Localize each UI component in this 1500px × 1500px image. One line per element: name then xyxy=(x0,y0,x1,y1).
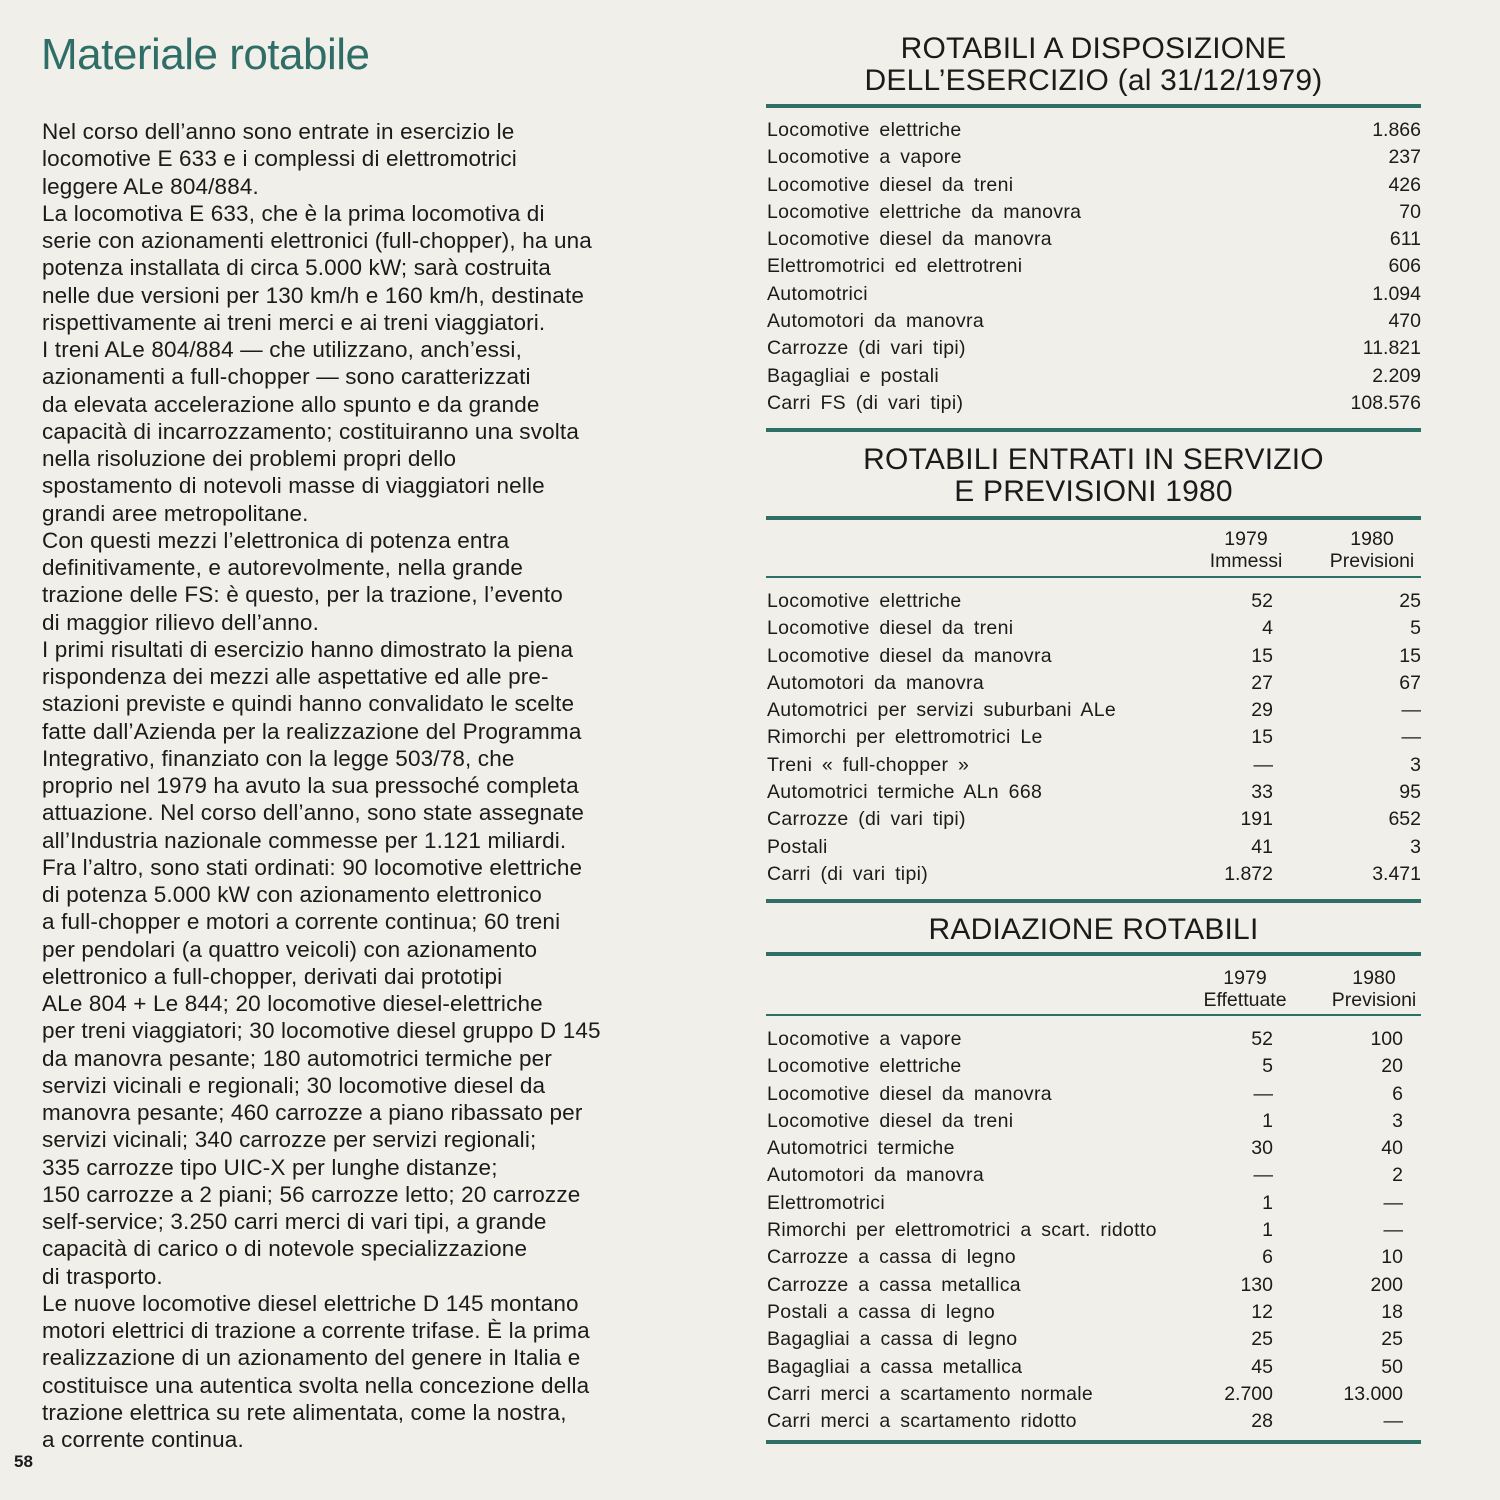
row-value-1979: 52 xyxy=(1251,1028,1273,1050)
row-value-1980: 2 xyxy=(1392,1164,1403,1187)
row-value-1979: 45 xyxy=(1251,1355,1273,1378)
table2-col2-header xyxy=(1320,528,1424,572)
row-value-1980: 18 xyxy=(1381,1300,1403,1323)
row-value-1980: — xyxy=(1383,1219,1403,1242)
row-value-1979: 1.872 xyxy=(1224,862,1273,885)
table-row xyxy=(767,697,1423,724)
table-row xyxy=(767,1272,1423,1299)
row-label: Carrozze (di vari tipi) xyxy=(767,337,966,360)
body-line: di potenza 5.000 kW con azionamento elettronico xyxy=(42,882,542,907)
page-title: Materiale rotabile xyxy=(41,30,370,79)
row-label: Carrozze a cassa di legno xyxy=(767,1246,1016,1269)
table-row xyxy=(767,1244,1423,1271)
body-line: a corrente continua. xyxy=(42,1427,244,1452)
body-line: servizi vicinali; 340 carrozze per servizi regionali; xyxy=(42,1127,537,1153)
row-label: Automotrici per servizi suburbani ALe xyxy=(767,699,1117,722)
body-line: self-service; 3.250 carri merci di vari tipi, a grande xyxy=(42,1209,547,1234)
row-value-1979: 12 xyxy=(1251,1300,1273,1323)
body-line: trazione delle FS: è questo, per la trazione, l’evento xyxy=(42,582,563,608)
row-value-1979: — xyxy=(1253,1164,1273,1187)
row-label: Locomotive diesel da manovra xyxy=(767,1082,1052,1105)
body-line: elettronico a full-chopper, derivati dai prototipi xyxy=(42,963,503,989)
row-value: 470 xyxy=(1388,310,1421,333)
row-value-1980: 50 xyxy=(1381,1355,1403,1378)
row-value-1979: 4 xyxy=(1262,617,1273,640)
body-line: 150 carrozze a 2 piani; 56 carrozze letto; 20 carrozze xyxy=(42,1181,581,1207)
row-label: Carri (di vari tipi) xyxy=(767,862,929,885)
row-label: Carri merci a scartamento ridotto xyxy=(767,1410,1077,1433)
body-line: potenza installata di circa 5.000 kW; sarà costruita xyxy=(42,255,551,281)
row-label: Bagagliai a cassa di legno xyxy=(767,1328,1018,1351)
row-value: 11.821 xyxy=(1362,337,1421,360)
row-value-1980: 6 xyxy=(1392,1082,1403,1105)
row-value-1980: 100 xyxy=(1370,1028,1403,1050)
row-value-1980: 3 xyxy=(1392,1109,1403,1132)
table-row xyxy=(767,253,1423,280)
row-value-1979: 6 xyxy=(1262,1246,1273,1269)
body-line: stazioni previste e quindi hanno convalidato le scelte xyxy=(42,691,575,717)
row-label: Treni « full-chopper » xyxy=(767,753,970,776)
table-row xyxy=(767,308,1423,335)
row-label: Automotori da manovra xyxy=(767,310,984,333)
row-value-1979: 1 xyxy=(1262,1219,1273,1242)
table-row xyxy=(767,1108,1423,1135)
row-value-1979: 28 xyxy=(1251,1410,1273,1433)
table3-col1-header xyxy=(1190,967,1300,1011)
table3-bottom-rule xyxy=(766,1440,1421,1444)
table-row xyxy=(767,1081,1423,1108)
body-line: azionamenti a full-chopper — sono caratterizzati xyxy=(42,364,531,390)
row-label: Carri FS (di vari tipi) xyxy=(767,391,964,414)
row-value-1979: 5 xyxy=(1262,1055,1273,1078)
table-row xyxy=(767,1299,1423,1326)
row-value-1979: 25 xyxy=(1251,1328,1273,1351)
row-value-1980: 3.471 xyxy=(1372,862,1421,885)
table-row xyxy=(767,199,1423,226)
table-row xyxy=(767,834,1423,861)
row-label: Postali a cassa di legno xyxy=(767,1300,996,1323)
row-value-1980: 95 xyxy=(1399,781,1421,804)
body-line: trazione elettrica su rete alimentata, come la nostra, xyxy=(42,1399,567,1425)
row-value-1979: 52 xyxy=(1251,590,1273,612)
body-line: Le nuove locomotive diesel elettriche D 145 montano xyxy=(42,1290,579,1316)
table-row xyxy=(767,1381,1423,1408)
row-value-1979: 1 xyxy=(1262,1109,1273,1132)
page-number: 58 xyxy=(14,1452,33,1471)
table3-col2-year: 1980 xyxy=(1352,967,1396,989)
table-row xyxy=(767,588,1423,615)
table2-title xyxy=(766,444,1421,508)
table-row xyxy=(767,363,1423,390)
body-line: Integrativo, finanziato con la legge 503/78, che xyxy=(42,745,515,771)
table-row xyxy=(767,643,1423,670)
row-label: Rimorchi per elettromotrici Le xyxy=(767,726,1043,749)
body-line: La locomotiva E 633, che è la prima locomotiva di xyxy=(42,200,545,226)
table2-body xyxy=(767,588,1423,888)
row-value-1980: 67 xyxy=(1399,671,1421,694)
row-value-1979: 130 xyxy=(1240,1273,1273,1296)
row-value-1980: — xyxy=(1401,699,1421,722)
table-row xyxy=(767,806,1423,833)
table-row xyxy=(767,335,1423,362)
body-line: a full-chopper e motori a corrente continua; 60 treni xyxy=(42,909,561,935)
row-label: Locomotive elettriche xyxy=(767,1055,962,1078)
row-label: Elettromotrici ed elettrotreni xyxy=(767,255,1023,278)
row-label: Locomotive diesel da manovra xyxy=(767,644,1052,667)
body-line: di maggior rilievo dell’anno. xyxy=(42,609,319,635)
row-value: 426 xyxy=(1388,173,1421,196)
table3-col2-label: Previsioni xyxy=(1331,989,1417,1011)
row-label: Locomotive a vapore xyxy=(767,146,962,169)
row-label: Automotrici termiche ALn 668 xyxy=(767,781,1043,804)
row-label: Locomotive elettriche da manovra xyxy=(767,200,1082,223)
row-label: Automotori da manovra xyxy=(767,671,984,694)
table3-top-rule xyxy=(766,952,1421,956)
row-label: Postali xyxy=(767,835,828,858)
table1-body xyxy=(767,117,1423,417)
body-line: definitivamente, e autorevolmente, nella grande xyxy=(42,555,524,580)
row-label: Carrozze (di vari tipi) xyxy=(767,808,966,831)
row-value: 108.576 xyxy=(1350,391,1421,414)
row-value-1979: 2.700 xyxy=(1224,1382,1273,1405)
row-value: 1.866 xyxy=(1372,119,1421,141)
row-label: Locomotive diesel da treni xyxy=(767,617,1014,640)
table2-title-line2: E PREVISIONI 1980 xyxy=(954,475,1233,508)
table-row xyxy=(767,1135,1423,1162)
table1-title-line2: DELL’ESERCIZIO (al 31/12/1979) xyxy=(864,64,1323,97)
body-line: all’Industria nazionale commesse per 1.121 miliardi. xyxy=(42,827,567,853)
row-value-1980: — xyxy=(1401,726,1421,749)
table-row xyxy=(767,281,1423,308)
row-label: Rimorchi per elettromotrici a scart. ridotto xyxy=(767,1219,1157,1242)
row-value: 1.094 xyxy=(1372,282,1421,305)
body-line: Con questi mezzi l’elettronica di potenza entra xyxy=(42,527,510,553)
row-label: Carrozze a cassa metallica xyxy=(767,1273,1021,1296)
row-value-1980: — xyxy=(1383,1191,1403,1214)
table-row xyxy=(767,390,1423,417)
body-line: per treni viaggiatori; 30 locomotive diesel gruppo D 145 xyxy=(42,1018,601,1044)
row-label: Locomotive diesel da treni xyxy=(767,173,1014,196)
row-value-1980: 652 xyxy=(1388,808,1421,831)
row-value-1979: 27 xyxy=(1251,671,1273,694)
row-value-1980: 25 xyxy=(1399,590,1421,612)
row-value-1979: 1 xyxy=(1262,1191,1273,1214)
row-value-1979: 191 xyxy=(1240,808,1273,831)
body-line: da elevata accelerazione allo spunto e da grande xyxy=(42,391,540,417)
table3-col2-header xyxy=(1322,967,1426,1011)
table3-header-rule xyxy=(766,1014,1421,1016)
row-label: Bagagliai a cassa metallica xyxy=(767,1355,1023,1378)
row-value-1980: 10 xyxy=(1381,1246,1403,1269)
row-label: Locomotive a vapore xyxy=(767,1028,962,1050)
row-value: 237 xyxy=(1388,146,1421,169)
body-line: proprio nel 1979 ha avuto la sua pressoché completa xyxy=(42,773,579,798)
body-line: spostamento di notevoli masse di viaggiatori nelle xyxy=(42,473,545,499)
table2-col2-year: 1980 xyxy=(1350,528,1394,550)
row-value-1979: 15 xyxy=(1251,726,1273,749)
body-line: manovra pesante; 460 carrozze a piano ribassato per xyxy=(42,1100,583,1125)
row-label: Locomotive elettriche xyxy=(767,590,962,612)
row-label: Carri merci a scartamento normale xyxy=(767,1382,1094,1405)
table-row xyxy=(767,1217,1423,1244)
body-line: Nel corso dell’anno sono entrate in esercizio le xyxy=(42,119,515,144)
row-value-1979: 30 xyxy=(1251,1137,1273,1160)
row-value-1979: — xyxy=(1253,1082,1273,1105)
row-label: Automotrici termiche xyxy=(767,1137,955,1160)
table-row xyxy=(767,615,1423,642)
body-line: costituisce una autentica svolta nella concezione della xyxy=(42,1372,590,1398)
body-line: I primi risultati di esercizio hanno dimostrato la piena xyxy=(42,636,574,662)
body-line: motori elettrici di trazione a corrente trifase. È la prima xyxy=(42,1318,590,1343)
row-value-1980: 40 xyxy=(1381,1137,1403,1160)
row-value-1979: 41 xyxy=(1251,835,1273,858)
table-row xyxy=(767,861,1423,888)
row-value-1980: — xyxy=(1383,1410,1403,1433)
row-label: Locomotive diesel da treni xyxy=(767,1109,1014,1132)
table-row xyxy=(767,226,1423,253)
row-label: Locomotive elettriche xyxy=(767,119,962,141)
row-value-1979: 15 xyxy=(1251,644,1273,667)
table-row xyxy=(767,1354,1423,1381)
table3-title: RADIAZIONE ROTABILI xyxy=(928,913,1259,946)
row-value-1980: 15 xyxy=(1399,644,1421,667)
table2-title-line1: ROTABILI ENTRATI IN SERVIZIO xyxy=(863,443,1324,476)
row-value: 70 xyxy=(1399,200,1421,223)
row-value-1980: 25 xyxy=(1381,1328,1403,1351)
body-line: nella risoluzione dei problemi propri dello xyxy=(42,446,457,471)
row-value-1980: 200 xyxy=(1370,1273,1403,1296)
body-line: locomotive E 633 e i complessi di elettromotrici xyxy=(42,146,517,172)
row-value-1980: 5 xyxy=(1410,617,1421,640)
table1-bottom-rule xyxy=(766,428,1421,432)
row-value-1980: 3 xyxy=(1410,835,1421,858)
table-row xyxy=(767,1190,1423,1217)
table3-col1-label: Effettuate xyxy=(1203,989,1287,1011)
row-value-1980: 3 xyxy=(1410,753,1421,776)
row-value: 606 xyxy=(1388,255,1421,278)
row-value-1979: 29 xyxy=(1251,699,1273,722)
table2-header-rule xyxy=(766,576,1421,578)
article-body xyxy=(42,118,712,1453)
table-row xyxy=(767,1026,1423,1053)
row-label: Automotrici xyxy=(767,282,868,305)
body-line: leggere ALe 804/884. xyxy=(42,173,259,199)
table2-col1-label: Immessi xyxy=(1209,550,1283,572)
body-line: rispondenza dei mezzi alle aspettative ed alle pre- xyxy=(42,664,549,689)
row-value-1980: 13.000 xyxy=(1343,1382,1403,1405)
body-line: realizzazione di un azionamento del genere in Italia e xyxy=(42,1345,581,1371)
body-line: rispettivamente ai treni merci e ai treni viaggiatori. xyxy=(42,309,546,335)
table2-top-rule xyxy=(766,516,1421,520)
table-row xyxy=(767,1326,1423,1353)
body-line: capacità di incarrozzamento; costituiranno una svolta xyxy=(42,418,579,444)
body-line: 335 carrozze tipo UIC-X per lunghe distanze; xyxy=(42,1154,498,1180)
table2-col2-label: Previsioni xyxy=(1329,550,1415,572)
body-line: di trasporto. xyxy=(42,1263,163,1289)
table-row xyxy=(767,172,1423,199)
table-row xyxy=(767,144,1423,171)
body-line: attuazione. Nel corso dell’anno, sono state assegnate xyxy=(42,800,585,826)
table1-title xyxy=(766,33,1421,97)
row-value: 2.209 xyxy=(1372,364,1421,387)
table1-title-line1: ROTABILI A DISPOSIZIONE xyxy=(900,32,1287,65)
body-line: Fra l’altro, sono stati ordinati: 90 locomotive elettriche xyxy=(42,854,583,880)
body-line: nelle due versioni per 130 km/h e 160 km/h, destinate xyxy=(42,282,585,308)
row-value: 611 xyxy=(1389,228,1421,251)
row-label: Elettromotrici xyxy=(767,1191,885,1214)
table-row xyxy=(767,779,1423,806)
body-line: da manovra pesante; 180 automotrici termiche per xyxy=(42,1045,552,1071)
table-row xyxy=(767,117,1423,144)
table-row xyxy=(767,1408,1423,1435)
table1-top-rule xyxy=(766,104,1421,108)
body-line: serie con azionamenti elettronici (full-chopper), ha una xyxy=(42,228,592,253)
body-line: capacità di carico o di notevole specializzazione xyxy=(42,1236,528,1262)
row-value-1979: 33 xyxy=(1251,781,1273,804)
table-row xyxy=(767,752,1423,779)
row-value-1980: 20 xyxy=(1381,1055,1403,1078)
table-row xyxy=(767,724,1423,751)
table-row xyxy=(767,670,1423,697)
row-label: Bagagliai e postali xyxy=(767,364,939,387)
table3-body xyxy=(767,1026,1423,1435)
table-row xyxy=(767,1162,1423,1189)
table2-bottom-rule xyxy=(766,899,1421,903)
row-label: Locomotive diesel da manovra xyxy=(767,228,1052,251)
table2-col1-header xyxy=(1196,528,1296,572)
table3-col1-year: 1979 xyxy=(1223,967,1267,989)
table-row xyxy=(767,1053,1423,1080)
row-label: Automotori da manovra xyxy=(767,1164,984,1187)
body-line: ALe 804 + Le 844; 20 locomotive diesel-elettriche xyxy=(42,991,543,1016)
body-line: I treni ALe 804/884 — che utilizzano, anch’essi, xyxy=(42,337,522,362)
row-value-1979: — xyxy=(1253,753,1273,776)
table2-col1-year: 1979 xyxy=(1224,528,1268,550)
body-line: per pendolari (a quattro veicoli) con azionamento xyxy=(42,936,538,962)
body-line: fatte dall’Azienda per la realizzazione del Programma xyxy=(42,718,582,744)
body-line: grandi aree metropolitane. xyxy=(42,500,309,526)
body-line: servizi vicinali e regionali; 30 locomotive diesel da xyxy=(42,1072,546,1098)
